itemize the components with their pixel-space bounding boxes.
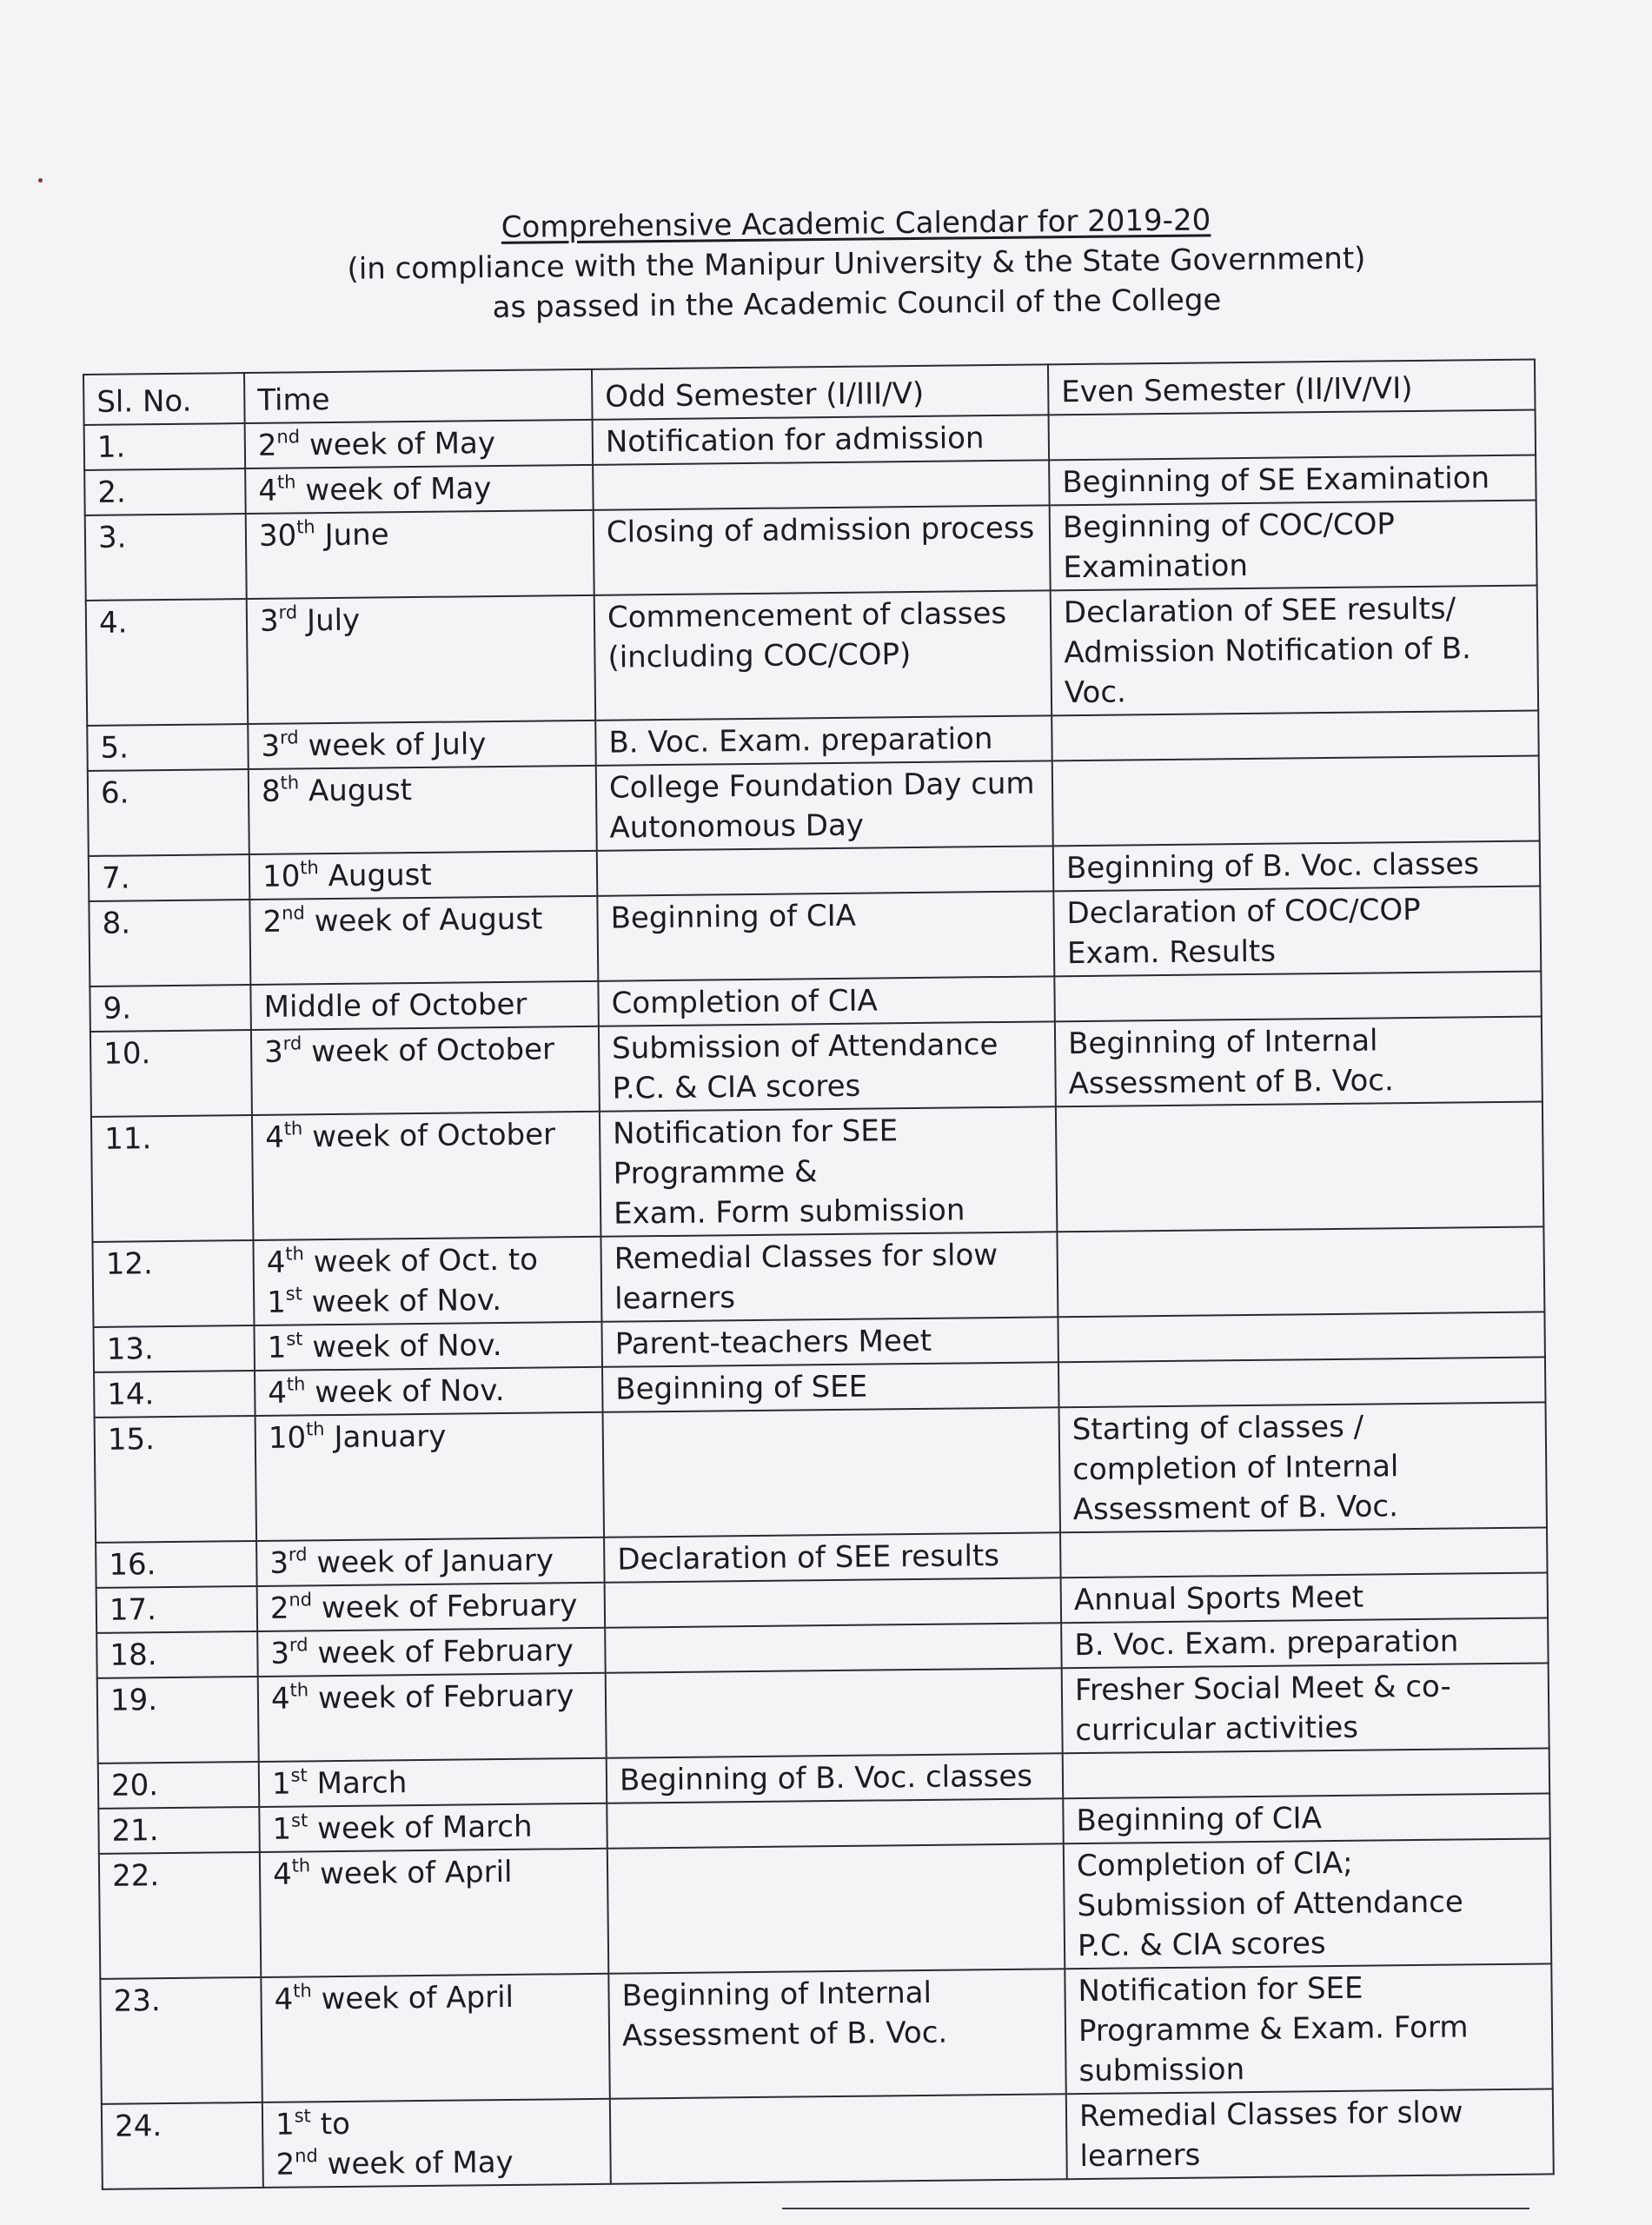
sl-no-text: 1.	[96, 429, 126, 465]
cell-odd-semester	[594, 505, 1051, 594]
cell-time	[252, 1112, 600, 1240]
cell-time	[259, 1803, 607, 1852]
time-number: 1	[267, 1330, 287, 1365]
cell-even-semester	[1058, 1357, 1546, 1407]
even-semester-line: Programme & Exam. Form	[1078, 2009, 1469, 2049]
sl-no-text: 13.	[106, 1332, 155, 1367]
cell-sl-no	[90, 985, 251, 1032]
cell-sl-no	[85, 514, 247, 601]
sl-no-text: 4.	[98, 605, 128, 641]
page-bottom-rule	[782, 2208, 1529, 2209]
ordinal-suffix: nd	[295, 2145, 318, 2167]
time-line	[270, 1585, 594, 1629]
cell-sl-no	[86, 599, 248, 726]
even-semester-line: completion of Internal	[1072, 1449, 1399, 1488]
time-line	[262, 899, 586, 942]
cell-even-semester	[1049, 409, 1536, 460]
even-semester-line: Completion of CIA;	[1076, 1845, 1353, 1884]
cell-even-semester	[1053, 840, 1541, 891]
even-semester-line: Remedial Classes for slow	[1078, 2095, 1463, 2135]
odd-semester-line: Completion of CIA	[611, 983, 878, 1021]
time-number: 3	[261, 728, 281, 764]
time-line	[267, 1279, 590, 1323]
cell-time	[249, 896, 598, 985]
even-semester-line: Declaration of SEE results/	[1063, 591, 1456, 631]
odd-semester-line: Declaration of SEE results	[617, 1538, 1000, 1577]
cell-time	[261, 1974, 609, 2102]
time-text: to	[310, 2106, 351, 2142]
time-text: July	[297, 602, 361, 639]
time-text: week of July	[298, 727, 487, 764]
sl-no-text: 21.	[111, 1813, 159, 1849]
cell-even-semester	[1064, 1838, 1551, 1969]
cell-odd-semester	[597, 846, 1054, 895]
cell-sl-no	[89, 854, 250, 901]
even-semester-line: Beginning of B. Voc. classes	[1065, 847, 1480, 887]
ordinal-suffix: st	[286, 1328, 303, 1350]
cell-even-semester	[1052, 710, 1539, 760]
cell-even-semester	[1054, 971, 1542, 1021]
time-text: week of February	[308, 1678, 574, 1717]
time-line	[275, 2102, 599, 2145]
ordinal-suffix: th	[300, 857, 319, 879]
cell-even-semester	[1063, 1793, 1550, 1843]
cell-odd-semester	[605, 1577, 1062, 1627]
cell-sl-no	[102, 2102, 263, 2189]
cell-sl-no	[94, 1371, 255, 1418]
time-line	[258, 468, 581, 511]
time-line	[268, 1370, 591, 1413]
time-number: 4	[274, 1982, 294, 2017]
odd-semester-line: College Foundation Day cum	[608, 766, 1035, 806]
time-line	[266, 1239, 589, 1283]
column-header-odd-semester: Odd Semester (I/III/V)	[592, 364, 1049, 419]
even-semester-line: Assessment of B. Voc.	[1068, 1063, 1395, 1102]
cell-even-semester	[1061, 1572, 1549, 1623]
cell-odd-semester	[593, 460, 1050, 509]
even-semester-line: Beginning of COC/COP	[1062, 507, 1396, 546]
cell-time	[257, 1628, 606, 1677]
document-subtitle-2: as passed in the Academic Council of the College	[492, 282, 1222, 326]
sl-no-text: 18.	[109, 1637, 157, 1673]
cell-odd-semester	[604, 1532, 1061, 1582]
table-row	[90, 1016, 1543, 1116]
time-text: August	[318, 857, 432, 894]
cell-odd-semester	[605, 1623, 1062, 1672]
cell-sl-no	[98, 1762, 260, 1809]
document-header	[0, 196, 1652, 333]
cell-time	[249, 851, 598, 900]
table-row	[92, 1226, 1544, 1326]
cell-odd-semester	[597, 891, 1054, 980]
time-text: week of Nov.	[305, 1372, 505, 1411]
time-number: 4	[258, 473, 278, 508]
time-number: Middle of October	[263, 986, 527, 1025]
table-row	[99, 1838, 1551, 1978]
cell-sl-no	[96, 1541, 257, 1588]
cell-sl-no	[92, 1240, 254, 1327]
cell-odd-semester	[594, 590, 1052, 720]
time-text: week of February	[308, 1633, 574, 1671]
table-row	[89, 886, 1541, 986]
cell-time	[254, 1322, 602, 1371]
cell-sl-no	[89, 900, 250, 986]
time-line	[270, 1631, 594, 1674]
even-semester-line: Annual Sports Meet	[1073, 1579, 1364, 1618]
ordinal-suffix: th	[296, 516, 315, 538]
time-text: March	[307, 1765, 408, 1802]
cell-odd-semester	[607, 1753, 1064, 1803]
cell-even-semester	[1056, 1101, 1543, 1232]
sl-no-text: 7.	[101, 860, 130, 896]
cell-time	[251, 1026, 600, 1115]
cell-time	[262, 2099, 611, 2188]
time-number: 30	[258, 518, 297, 554]
ordinal-suffix: rd	[288, 1544, 308, 1565]
even-semester-line: learners	[1079, 2137, 1201, 2175]
sl-no-text: 11.	[104, 1121, 152, 1157]
time-number: 2	[275, 2147, 295, 2182]
time-line	[262, 768, 585, 812]
time-text: week of October	[302, 1032, 555, 1070]
cell-sl-no	[96, 1631, 258, 1678]
ordinal-suffix: st	[294, 2105, 311, 2127]
even-semester-line: Notification for SEE	[1078, 1970, 1363, 2009]
ordinal-suffix: th	[286, 1373, 306, 1395]
cell-even-semester	[1066, 2089, 1554, 2179]
table-row	[102, 2089, 1554, 2188]
even-semester-line: Admission Notification of B.	[1064, 631, 1472, 671]
time-text: week of April	[311, 1979, 514, 2017]
ordinal-suffix: th	[283, 1118, 303, 1139]
cell-sl-no	[93, 1325, 255, 1372]
sl-no-text: 8.	[102, 906, 131, 941]
cell-time	[246, 510, 594, 599]
cell-sl-no	[90, 1030, 252, 1117]
time-line	[271, 1676, 594, 1719]
cell-odd-semester	[593, 415, 1050, 464]
even-semester-line: Starting of classes /	[1071, 1409, 1364, 1448]
ordinal-suffix: th	[291, 1855, 311, 1876]
cell-odd-semester	[600, 1106, 1057, 1236]
cell-sl-no	[99, 1852, 261, 1979]
time-number: 3	[263, 1034, 284, 1070]
odd-semester-line: Programme &	[613, 1154, 818, 1192]
time-text: week of May	[295, 471, 492, 508]
cell-time	[259, 1758, 607, 1807]
time-number: 3	[269, 1545, 289, 1581]
cell-sl-no	[87, 724, 249, 771]
time-line	[262, 853, 586, 897]
time-line	[265, 1114, 588, 1158]
cell-sl-no	[95, 1416, 256, 1543]
cell-sl-no	[97, 1677, 259, 1763]
ordinal-suffix: rd	[279, 727, 299, 748]
time-line	[269, 1415, 592, 1458]
odd-semester-line: P.C. & CIA scores	[612, 1068, 861, 1106]
odd-semester-line: Beginning of CIA	[610, 898, 857, 936]
time-number: 4	[270, 1681, 290, 1717]
time-text: week of Nov.	[302, 1328, 502, 1365]
cell-time	[245, 420, 594, 468]
table-row	[86, 585, 1538, 725]
table-row	[85, 500, 1537, 600]
time-line	[259, 513, 582, 556]
time-line	[268, 1325, 591, 1368]
odd-semester-line: Commencement of classes	[607, 595, 1007, 635]
time-line	[274, 1976, 597, 2020]
sl-no-text: 22.	[111, 1858, 160, 1894]
odd-semester-line: Assessment of B. Voc.	[621, 2015, 948, 2054]
sl-no-text: 9.	[103, 991, 132, 1026]
time-text: week of February	[311, 1588, 578, 1626]
sl-no-text: 12.	[105, 1246, 154, 1282]
sl-no-text: 20.	[110, 1768, 159, 1803]
time-line	[269, 1540, 593, 1584]
sl-no-text: 6.	[100, 775, 129, 811]
time-number: 2	[269, 1591, 289, 1626]
cell-odd-semester	[608, 1969, 1065, 2098]
ordinal-suffix: th	[305, 1418, 325, 1440]
time-line	[258, 422, 581, 466]
cell-even-semester	[1062, 1663, 1549, 1753]
cell-odd-semester	[595, 715, 1052, 765]
cell-time	[247, 595, 595, 724]
even-semester-line: Beginning of CIA	[1076, 1801, 1323, 1839]
odd-semester-line: B. Voc. Exam. preparation	[608, 721, 993, 760]
time-number: 4	[272, 1856, 292, 1892]
cell-even-semester	[1057, 1226, 1544, 1317]
cell-odd-semester	[602, 1362, 1059, 1411]
sl-no-text: 3.	[97, 520, 127, 555]
cell-even-semester	[1053, 886, 1541, 976]
cell-sl-no	[96, 1586, 258, 1633]
ordinal-suffix: nd	[282, 902, 305, 924]
time-line	[272, 1806, 595, 1850]
cell-odd-semester	[607, 1843, 1065, 1973]
cell-time	[253, 1237, 601, 1325]
time-line	[273, 1851, 596, 1895]
cell-odd-semester	[601, 1317, 1058, 1366]
time-text: week of May	[299, 426, 496, 463]
time-number: 10	[262, 859, 301, 894]
scan-speck	[38, 178, 43, 183]
time-number: 1	[272, 1811, 292, 1847]
sl-no-text: 19.	[109, 1683, 158, 1718]
even-semester-line: Fresher Social Meet & co-	[1074, 1669, 1451, 1709]
cell-time	[255, 1412, 604, 1541]
cell-sl-no	[84, 468, 246, 515]
cell-even-semester	[1049, 455, 1536, 505]
time-text: August	[299, 773, 413, 809]
odd-semester-line: Exam. Form submission	[613, 1192, 965, 1232]
time-number: 3	[259, 603, 279, 639]
odd-semester-line: Closing of admission process	[606, 510, 1035, 550]
sl-no-text: 17.	[109, 1592, 157, 1628]
column-header-time: Time	[244, 369, 593, 423]
sl-no-text: 24.	[114, 2109, 163, 2144]
time-text: week of October	[302, 1117, 556, 1155]
ordinal-suffix: th	[280, 772, 300, 794]
even-semester-line: B. Voc. Exam. preparation	[1074, 1624, 1459, 1664]
cell-time	[257, 1583, 606, 1631]
sl-no-text: 2.	[97, 475, 127, 510]
cell-even-semester	[1058, 1312, 1545, 1362]
even-semester-line: curricular activities	[1075, 1710, 1359, 1749]
cell-even-semester	[1051, 585, 1538, 715]
cell-sl-no	[91, 1115, 253, 1242]
sl-no-text: 23.	[113, 1983, 161, 2019]
cell-odd-semester	[607, 1798, 1064, 1848]
time-number: 1	[271, 1766, 291, 1802]
cell-time	[260, 1849, 608, 1977]
even-semester-line: submission	[1078, 2052, 1245, 2089]
ordinal-suffix: st	[290, 1810, 309, 1831]
cell-even-semester	[1052, 755, 1540, 846]
even-semester-line: P.C. & CIA scores	[1077, 1926, 1326, 1964]
cell-time	[245, 465, 594, 514]
cell-odd-semester	[606, 1668, 1063, 1757]
odd-semester-line: (including COC/COP)	[607, 637, 912, 675]
time-number: 4	[266, 1245, 286, 1280]
ordinal-suffix: th	[293, 1980, 312, 2002]
odd-semester-line: learners	[614, 1280, 736, 1317]
even-semester-line: Examination	[1063, 548, 1249, 586]
odd-semester-line: Beginning of SEE	[615, 1369, 868, 1407]
even-semester-line: Submission of Attendance	[1077, 1884, 1463, 1924]
time-line	[264, 1029, 587, 1073]
cell-even-semester	[1060, 1527, 1548, 1577]
time-line	[261, 723, 584, 767]
column-header-even-semester: Even Semester (II/IV/VI)	[1048, 360, 1536, 415]
table-row	[91, 1101, 1543, 1241]
odd-semester-line: Parent-teachers Meet	[614, 1323, 932, 1362]
cell-time	[258, 1673, 607, 1762]
ordinal-suffix: nd	[276, 426, 301, 448]
table-row	[95, 1402, 1547, 1542]
ordinal-suffix: st	[285, 1283, 303, 1305]
odd-semester-line: Autonomous Day	[609, 807, 865, 846]
table-row	[88, 755, 1540, 855]
time-number: 2	[262, 904, 282, 940]
cell-sl-no	[84, 423, 246, 470]
odd-semester-line: Notification for SEE	[612, 1113, 899, 1152]
sl-no-text: 15.	[107, 1422, 156, 1458]
time-text: week of May	[317, 2144, 514, 2182]
odd-semester-line: Remedial Classes for slow	[614, 1238, 998, 1277]
odd-semester-line: Beginning of B. Voc. classes	[619, 1758, 1033, 1798]
cell-time	[248, 721, 596, 769]
ordinal-suffix: th	[276, 471, 296, 493]
time-text: week of January	[307, 1543, 554, 1581]
sl-no-text: 16.	[109, 1547, 156, 1583]
cell-even-semester	[1050, 500, 1537, 590]
academic-calendar-table	[83, 358, 1555, 2189]
time-text: week of August	[304, 901, 543, 940]
time-line	[275, 2142, 599, 2185]
cell-time	[256, 1538, 605, 1586]
even-semester-line: Declaration of COC/COP	[1066, 892, 1421, 932]
cell-even-semester	[1059, 1402, 1547, 1532]
cell-time	[255, 1367, 603, 1416]
cell-even-semester	[1063, 1748, 1550, 1798]
sl-no-text: 5.	[100, 730, 129, 766]
time-number: 10	[268, 1420, 307, 1456]
cell-sl-no	[88, 769, 249, 856]
even-semester-line: Beginning of Internal	[1067, 1023, 1378, 1062]
column-header-sl-no: Sl. No.	[83, 373, 245, 425]
even-semester-line: Beginning of SE Examination	[1062, 461, 1490, 501]
time-text: week of March	[308, 1809, 533, 1847]
time-number: 1	[275, 2107, 295, 2142]
time-line	[272, 1761, 595, 1804]
time-line	[263, 984, 587, 1027]
table-row	[97, 1663, 1549, 1763]
table-body	[84, 409, 1554, 2188]
time-number: 4	[268, 1375, 288, 1411]
time-text: week of April	[310, 1854, 513, 1892]
time-text: week of Oct. to	[303, 1242, 539, 1280]
time-number: 2	[257, 428, 277, 463]
cell-even-semester	[1065, 1963, 1552, 2094]
cell-time	[249, 766, 597, 854]
cell-even-semester	[1055, 1016, 1543, 1106]
odd-semester-line: Submission of Attendance	[611, 1027, 998, 1066]
time-number: 4	[265, 1119, 285, 1155]
time-text: week of Nov.	[302, 1283, 502, 1320]
cell-odd-semester	[610, 2094, 1067, 2183]
odd-semester-line: Beginning of Internal	[621, 1975, 932, 2014]
even-semester-line: Voc.	[1064, 674, 1127, 711]
ordinal-suffix: rd	[278, 601, 298, 623]
even-semester-line: Exam. Results	[1066, 933, 1277, 972]
time-number: 1	[266, 1285, 287, 1320]
time-line	[260, 598, 583, 641]
ordinal-suffix: st	[290, 1764, 308, 1786]
cell-odd-semester	[603, 1407, 1060, 1537]
cell-sl-no	[98, 1807, 260, 1854]
time-number: 8	[261, 774, 281, 809]
odd-semester-line: Notification for admission	[605, 421, 985, 460]
cell-sl-no	[100, 1977, 262, 2104]
cell-odd-semester	[598, 976, 1055, 1026]
cell-odd-semester	[600, 1232, 1058, 1321]
cell-odd-semester	[599, 1021, 1056, 1111]
sl-no-text: 14.	[107, 1377, 155, 1412]
document-title: Comprehensive Academic Calendar for 2019-20	[501, 203, 1211, 245]
ordinal-suffix: th	[289, 1679, 309, 1701]
time-text: June	[315, 517, 389, 554]
time-number: 3	[270, 1636, 290, 1671]
cell-even-semester	[1061, 1617, 1549, 1668]
cell-time	[250, 981, 599, 1030]
even-semester-line: Assessment of B. Voc.	[1072, 1489, 1399, 1528]
document-subtitle: (in compliance with the Manipur University & the State Government)	[347, 241, 1366, 287]
time-text: January	[324, 1418, 447, 1456]
sl-no-text: 10.	[103, 1036, 151, 1072]
ordinal-suffix: nd	[289, 1589, 313, 1611]
ordinal-suffix: rd	[289, 1634, 309, 1656]
table-row	[100, 1963, 1552, 2103]
ordinal-suffix: th	[285, 1243, 304, 1265]
ordinal-suffix: rd	[282, 1033, 302, 1054]
cell-odd-semester	[596, 760, 1053, 850]
